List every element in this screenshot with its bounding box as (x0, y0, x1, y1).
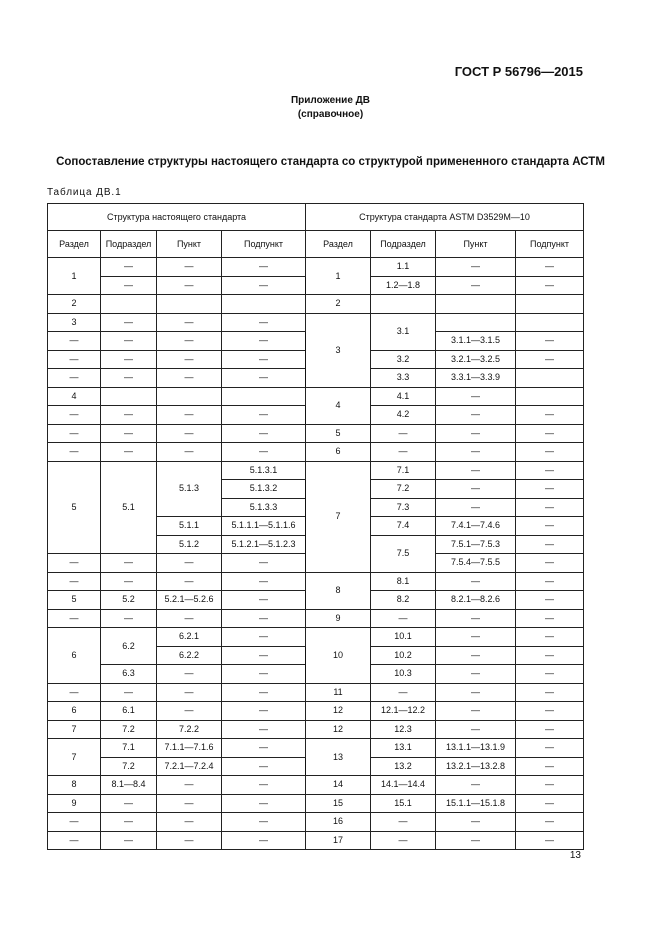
column-header: Подраздел (371, 231, 436, 258)
table-cell: 12 (306, 702, 371, 721)
table-cell: — (516, 757, 584, 776)
table-cell: — (222, 350, 306, 369)
table-cell: 10 (306, 628, 371, 684)
table-cell: — (222, 757, 306, 776)
table-cell: 5.1.1.1—5.1.1.6 (222, 517, 306, 536)
table-cell: 3.1.1—3.1.5 (436, 332, 516, 351)
table-cell: — (157, 813, 222, 832)
table-cell: — (436, 702, 516, 721)
table-cell: 7.5.4—7.5.5 (436, 554, 516, 573)
table-cell: — (48, 831, 101, 850)
table-cell: 14.1—14.4 (371, 776, 436, 795)
table-cell: — (222, 258, 306, 277)
table-cell (516, 387, 584, 406)
section-heading: Сопоставление структуры настоящего стандарта со структурой примененного стандарта АСТМ (56, 156, 605, 168)
table-cell: — (222, 739, 306, 758)
table-cell: — (222, 591, 306, 610)
table-cell: 7.2.2 (157, 720, 222, 739)
table-cell: — (436, 258, 516, 277)
table-cell: — (157, 258, 222, 277)
table-row (48, 424, 584, 443)
table-cell: — (48, 424, 101, 443)
table-cell: 6.2.1 (157, 628, 222, 647)
table-cell: — (516, 665, 584, 684)
table-cell: 13.1.1—13.1.9 (436, 739, 516, 758)
table-cell: — (101, 369, 157, 388)
table-cell: 10.1 (371, 628, 436, 647)
table-cell: 3.2.1—3.2.5 (436, 350, 516, 369)
table-cell: 2 (306, 295, 371, 314)
table-cell: — (157, 776, 222, 795)
column-header: Раздел (306, 231, 371, 258)
table-cell: — (436, 498, 516, 517)
table-cell: 14 (306, 776, 371, 795)
table-cell: — (157, 609, 222, 628)
table-cell: 7.2 (101, 757, 157, 776)
table-cell: — (436, 443, 516, 462)
table-cell: 7 (48, 720, 101, 739)
table-cell: — (157, 369, 222, 388)
table-cell: — (516, 535, 584, 554)
table-cell: — (516, 831, 584, 850)
table-cell: — (436, 776, 516, 795)
table-cell: 15.1 (371, 794, 436, 813)
table-cell: 9 (48, 794, 101, 813)
table-cell: — (516, 554, 584, 573)
table-cell: — (101, 313, 157, 332)
table-cell (222, 295, 306, 314)
table-cell: 11 (306, 683, 371, 702)
table-cell: — (436, 406, 516, 425)
table-cell: 15.1.1—15.1.8 (436, 794, 516, 813)
table-row (48, 831, 584, 850)
column-header: Подпункт (222, 231, 306, 258)
table-cell: — (436, 628, 516, 647)
table-cell: — (101, 258, 157, 277)
table-row (48, 295, 584, 314)
table-cell: — (371, 443, 436, 462)
column-header: Пункт (157, 231, 222, 258)
table-cell: 6 (48, 628, 101, 684)
table-cell: — (101, 683, 157, 702)
table-cell: — (516, 776, 584, 795)
column-header: Раздел (48, 231, 101, 258)
table-cell: — (157, 572, 222, 591)
table-cell: 7.4.1—7.4.6 (436, 517, 516, 536)
table-cell: 5.1.1 (157, 517, 222, 536)
table-cell: 15 (306, 794, 371, 813)
table-cell: — (516, 517, 584, 536)
table-cell: 1 (48, 258, 101, 295)
column-header-row (48, 231, 584, 258)
table-cell: 5 (48, 461, 101, 554)
table-cell: 5.1.2 (157, 535, 222, 554)
table-cell: — (157, 683, 222, 702)
table-cell: — (436, 424, 516, 443)
table-cell: 5 (48, 591, 101, 610)
table-cell: 7.2 (101, 720, 157, 739)
table-cell: — (516, 609, 584, 628)
table-cell: — (157, 332, 222, 351)
table-cell: 6 (306, 443, 371, 462)
table-cell: 5.2.1—5.2.6 (157, 591, 222, 610)
table-cell: — (516, 443, 584, 462)
table-row (48, 443, 584, 462)
table-row (48, 720, 584, 739)
table-cell: — (516, 794, 584, 813)
table-cell (222, 387, 306, 406)
table-cell: — (101, 406, 157, 425)
table-cell: 3.3.1—3.3.9 (436, 369, 516, 388)
table-cell: — (436, 572, 516, 591)
table-cell: — (101, 276, 157, 295)
table-row (48, 683, 584, 702)
table-cell: 3.3 (371, 369, 436, 388)
table-row (48, 739, 584, 758)
table-cell: — (516, 332, 584, 351)
table-cell: 7.5 (371, 535, 436, 572)
table-cell: 4 (306, 387, 371, 424)
table-cell: 10.2 (371, 646, 436, 665)
table-cell: — (516, 424, 584, 443)
table-cell: — (48, 609, 101, 628)
table-cell: — (436, 813, 516, 832)
table-cell: 5.1 (101, 461, 157, 554)
table-cell: 5 (306, 424, 371, 443)
table-cell: 6 (48, 702, 101, 721)
table-cell: 3 (306, 313, 371, 387)
table-row (48, 461, 584, 480)
table-cell: — (516, 406, 584, 425)
table-cell: — (222, 313, 306, 332)
table-cell: — (101, 831, 157, 850)
table-cell: — (436, 720, 516, 739)
table-cell: 7.3 (371, 498, 436, 517)
group-header-left: Структура настоящего стандарта (48, 204, 306, 231)
appendix-heading (0, 94, 661, 122)
table-cell: 5.1.3 (157, 461, 222, 517)
table-cell: — (101, 572, 157, 591)
table-cell: — (516, 720, 584, 739)
table-cell: — (222, 609, 306, 628)
table-cell: — (516, 683, 584, 702)
table-cell (436, 295, 516, 314)
table-cell: — (516, 739, 584, 758)
table-cell: 7.5.1—7.5.3 (436, 535, 516, 554)
table-label: Таблица ДВ.1 (47, 187, 122, 198)
table-cell (371, 295, 436, 314)
table-cell (101, 295, 157, 314)
table-cell (436, 313, 516, 332)
table-cell: — (222, 831, 306, 850)
table-cell (516, 313, 584, 332)
table-cell: — (516, 572, 584, 591)
table-cell: 7 (48, 739, 101, 776)
table-cell: — (101, 794, 157, 813)
table-cell: — (371, 831, 436, 850)
appendix-title: Приложение ДВ (290, 95, 371, 106)
table-cell: — (157, 350, 222, 369)
table-cell: 1.2—1.8 (371, 276, 436, 295)
table-cell: 5.2 (101, 591, 157, 610)
table-cell: — (157, 313, 222, 332)
table-cell: — (371, 609, 436, 628)
table-cell: 17 (306, 831, 371, 850)
table-cell: 7 (306, 461, 371, 572)
column-header: Пункт (436, 231, 516, 258)
table-cell: — (222, 628, 306, 647)
table-cell: — (436, 461, 516, 480)
table-cell: 7.2 (371, 480, 436, 499)
table-cell: — (157, 424, 222, 443)
appendix-subtitle: (справочное) (297, 109, 364, 120)
table-cell: — (48, 406, 101, 425)
table-cell: — (516, 628, 584, 647)
table-cell: — (222, 424, 306, 443)
table-cell: 12.3 (371, 720, 436, 739)
table-cell: 7.4 (371, 517, 436, 536)
table-cell: 9 (306, 609, 371, 628)
table-cell: 7.1.1—7.1.6 (157, 739, 222, 758)
table-cell: — (157, 443, 222, 462)
table-cell: — (516, 813, 584, 832)
table-cell: — (436, 646, 516, 665)
table-cell: — (222, 369, 306, 388)
table-cell: — (222, 776, 306, 795)
table-cell: — (436, 480, 516, 499)
table-cell: 16 (306, 813, 371, 832)
table-cell: — (101, 554, 157, 573)
table-cell: — (436, 276, 516, 295)
table-cell: 8.2 (371, 591, 436, 610)
table-cell: — (101, 443, 157, 462)
table-cell: — (371, 424, 436, 443)
table-cell: 3.1 (371, 313, 436, 350)
table-cell (516, 295, 584, 314)
table-cell: — (436, 609, 516, 628)
table-cell: — (157, 831, 222, 850)
table-cell: 8.1—8.4 (101, 776, 157, 795)
table-cell: 12 (306, 720, 371, 739)
table-cell: — (222, 276, 306, 295)
group-header-row (48, 204, 584, 231)
table-cell: — (516, 350, 584, 369)
table-cell (516, 369, 584, 388)
table-cell (157, 387, 222, 406)
page-number: 13 (569, 850, 581, 861)
document-code: ГОСТ Р 56796—2015 (454, 64, 583, 79)
table-cell: — (222, 572, 306, 591)
table-cell: 5.1.3.3 (222, 498, 306, 517)
table-cell: — (371, 813, 436, 832)
table-cell: — (516, 276, 584, 295)
table-cell: — (157, 276, 222, 295)
table-cell: — (436, 665, 516, 684)
table-cell: — (48, 554, 101, 573)
table-cell: — (222, 665, 306, 684)
table-cell: — (157, 665, 222, 684)
table-cell: — (516, 480, 584, 499)
table-row (48, 776, 584, 795)
column-header: Подраздел (101, 231, 157, 258)
table-cell: — (101, 424, 157, 443)
table-cell: — (48, 443, 101, 462)
table-cell: — (222, 332, 306, 351)
table-cell: 6.1 (101, 702, 157, 721)
table-row (48, 609, 584, 628)
table-cell (157, 295, 222, 314)
table-cell: 1 (306, 258, 371, 295)
table-cell: — (157, 554, 222, 573)
table-cell: 1.1 (371, 258, 436, 277)
table-cell: — (516, 646, 584, 665)
table-cell: 13.2.1—13.2.8 (436, 757, 516, 776)
table-cell: — (516, 591, 584, 610)
table-cell: — (157, 406, 222, 425)
table-cell: — (101, 609, 157, 628)
table-cell: 4.1 (371, 387, 436, 406)
table-cell: 4.2 (371, 406, 436, 425)
table-cell: — (222, 443, 306, 462)
table-cell: — (157, 794, 222, 813)
table-row (48, 813, 584, 832)
table-row (48, 572, 584, 591)
table-cell: — (101, 332, 157, 351)
table-cell: 8 (306, 572, 371, 609)
table-cell: — (48, 683, 101, 702)
table-cell: — (48, 572, 101, 591)
table-cell: 5.1.2.1—5.1.2.3 (222, 535, 306, 554)
table-cell: — (222, 794, 306, 813)
table-cell: — (48, 369, 101, 388)
table-cell: — (436, 683, 516, 702)
table-row (48, 313, 584, 332)
table-cell: 8.2.1—8.2.6 (436, 591, 516, 610)
table-cell: — (516, 702, 584, 721)
table-cell: — (436, 387, 516, 406)
table-row (48, 794, 584, 813)
table-cell: — (222, 813, 306, 832)
table-cell: 13.2 (371, 757, 436, 776)
table-cell: — (48, 350, 101, 369)
table-cell: 13.1 (371, 739, 436, 758)
table-cell: 4 (48, 387, 101, 406)
table-row (48, 258, 584, 277)
table-cell: — (101, 350, 157, 369)
table-cell: 7.1 (101, 739, 157, 758)
table-row (48, 702, 584, 721)
table-cell: 5.1.3.2 (222, 480, 306, 499)
table-row (48, 628, 584, 647)
table-cell: 2 (48, 295, 101, 314)
table-row (48, 387, 584, 406)
table-cell (101, 387, 157, 406)
table-cell: 6.2.2 (157, 646, 222, 665)
table-cell: — (101, 813, 157, 832)
table-cell: — (222, 646, 306, 665)
comparison-table (47, 203, 584, 850)
table-cell: — (222, 702, 306, 721)
table-cell: 7.1 (371, 461, 436, 480)
table-cell: 8 (48, 776, 101, 795)
table-cell: — (436, 831, 516, 850)
table-cell: — (48, 813, 101, 832)
table-cell: 10.3 (371, 665, 436, 684)
table-cell: — (222, 406, 306, 425)
column-header: Подпункт (516, 231, 584, 258)
table-cell: 3.2 (371, 350, 436, 369)
table-cell: 8.1 (371, 572, 436, 591)
table-cell: 5.1.3.1 (222, 461, 306, 480)
table-cell: 3 (48, 313, 101, 332)
table-cell: — (222, 683, 306, 702)
table-cell: 13 (306, 739, 371, 776)
table-cell: — (48, 332, 101, 351)
table-cell: 7.2.1—7.2.4 (157, 757, 222, 776)
table-cell: 6.3 (101, 665, 157, 684)
table-cell: — (516, 258, 584, 277)
table-cell: 6.2 (101, 628, 157, 665)
group-header-right: Структура стандарта ASTM D3529M—10 (306, 204, 584, 231)
table-cell: — (516, 461, 584, 480)
table-cell: — (157, 702, 222, 721)
table-cell: 12.1—12.2 (371, 702, 436, 721)
table-cell: — (516, 498, 584, 517)
table-cell: — (371, 683, 436, 702)
table-cell: — (222, 720, 306, 739)
table-cell: — (222, 554, 306, 573)
